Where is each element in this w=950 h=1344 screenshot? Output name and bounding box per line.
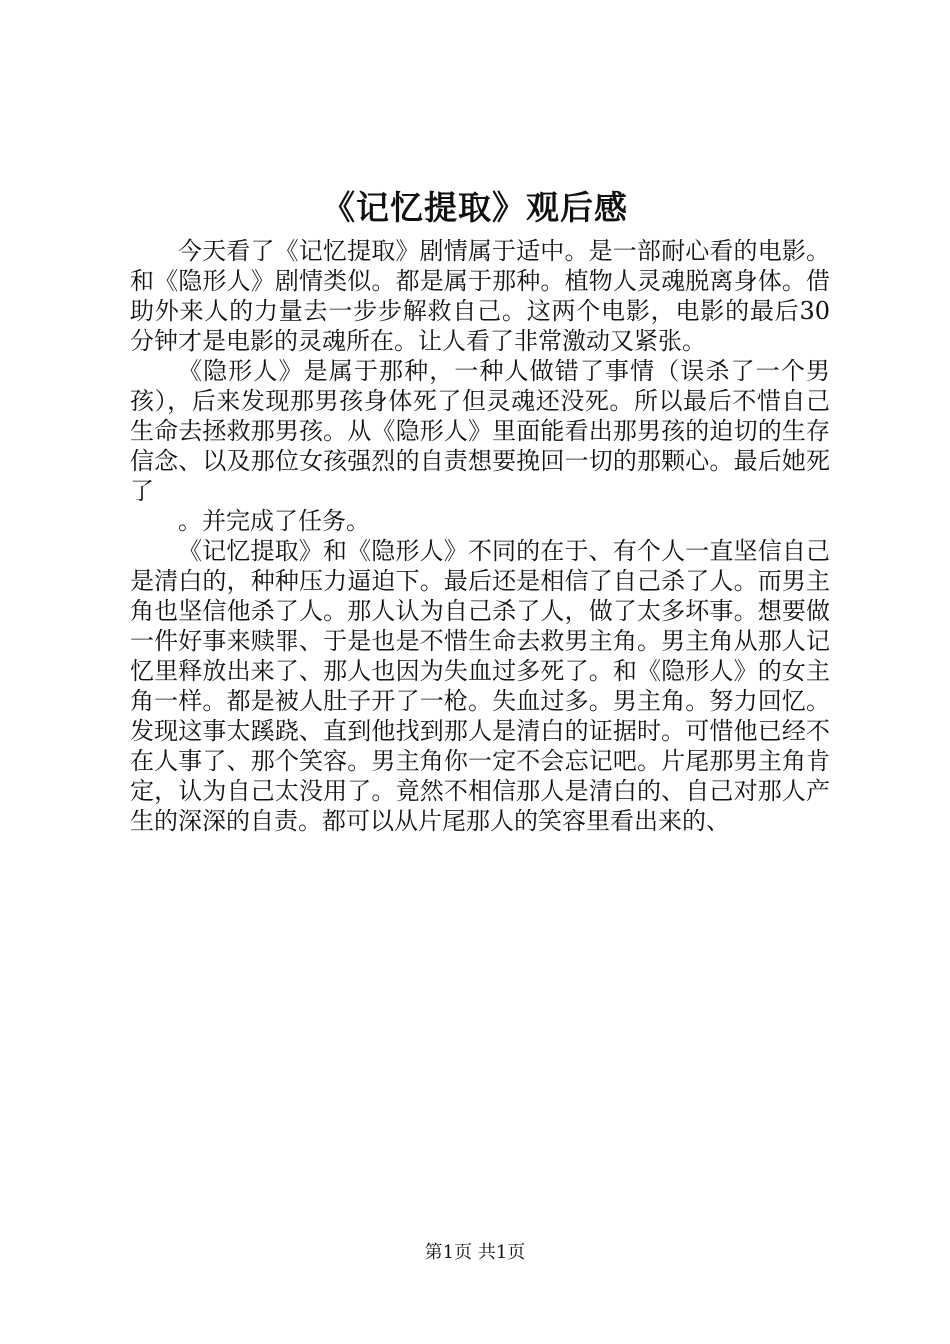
paragraph-2: 《隐形人》是属于那种，一种人做错了事情（误杀了一个男孩），后来发现那男孩身体死了但灵魂还没死。所以最后不惜自己生命去拯救那男孩。从《隐形人》里面能看出那男孩的迫切的生存信念、以及那位女孩强烈的自责想要挽回一切的那颗心。最后她死了 — [130, 357, 830, 505]
paragraph-1: 今天看了《记忆提取》剧情属于适中。是一部耐心看的电影。和《隐形人》剧情类似。都是属于那种。植物人灵魂脱离身体。借助外来人的力量去一步步解救自己。这两个电影，电影的最后30分钟才是电影的灵魂所在。让人看了非常激动又紧张。 — [130, 237, 830, 355]
document-title: 《记忆提取》观后感 — [322, 188, 628, 227]
page-number-footer: 第1页 共1页 — [424, 1242, 526, 1263]
paragraph-3: 。并完成了任务。 — [178, 507, 370, 535]
paragraph-4: 《记忆提取》和《隐形人》不同的在于、有个人一直坚信自己是清白的，种种压力逼迫下。最后还是相信了自己杀了人。而男主角也坚信他杀了人。那人认为自己杀了人，做了太多坏事。想要做一件好事来赎罪、于是也是不惜生命去救男主角。男主角从那人记忆里释放出来了、那人也因为失血过多死了。和《隐形人》的女主角一样。都是被人肚子开了一枪。失血过多。男主角。努力回忆。发现这事太蹊跷、直到他找到那人是清白的证据时。可惜他已经不在人事了、那个笑容。男主角你一定不会忘记吧。片尾那男主角肯定，认为自己太没用了。竟然不相信那人是清白的、自己对那人产生的深深的自责。都可以从片尾那人的笑容里看出来的、 — [130, 537, 830, 835]
document-body — [130, 236, 830, 836]
